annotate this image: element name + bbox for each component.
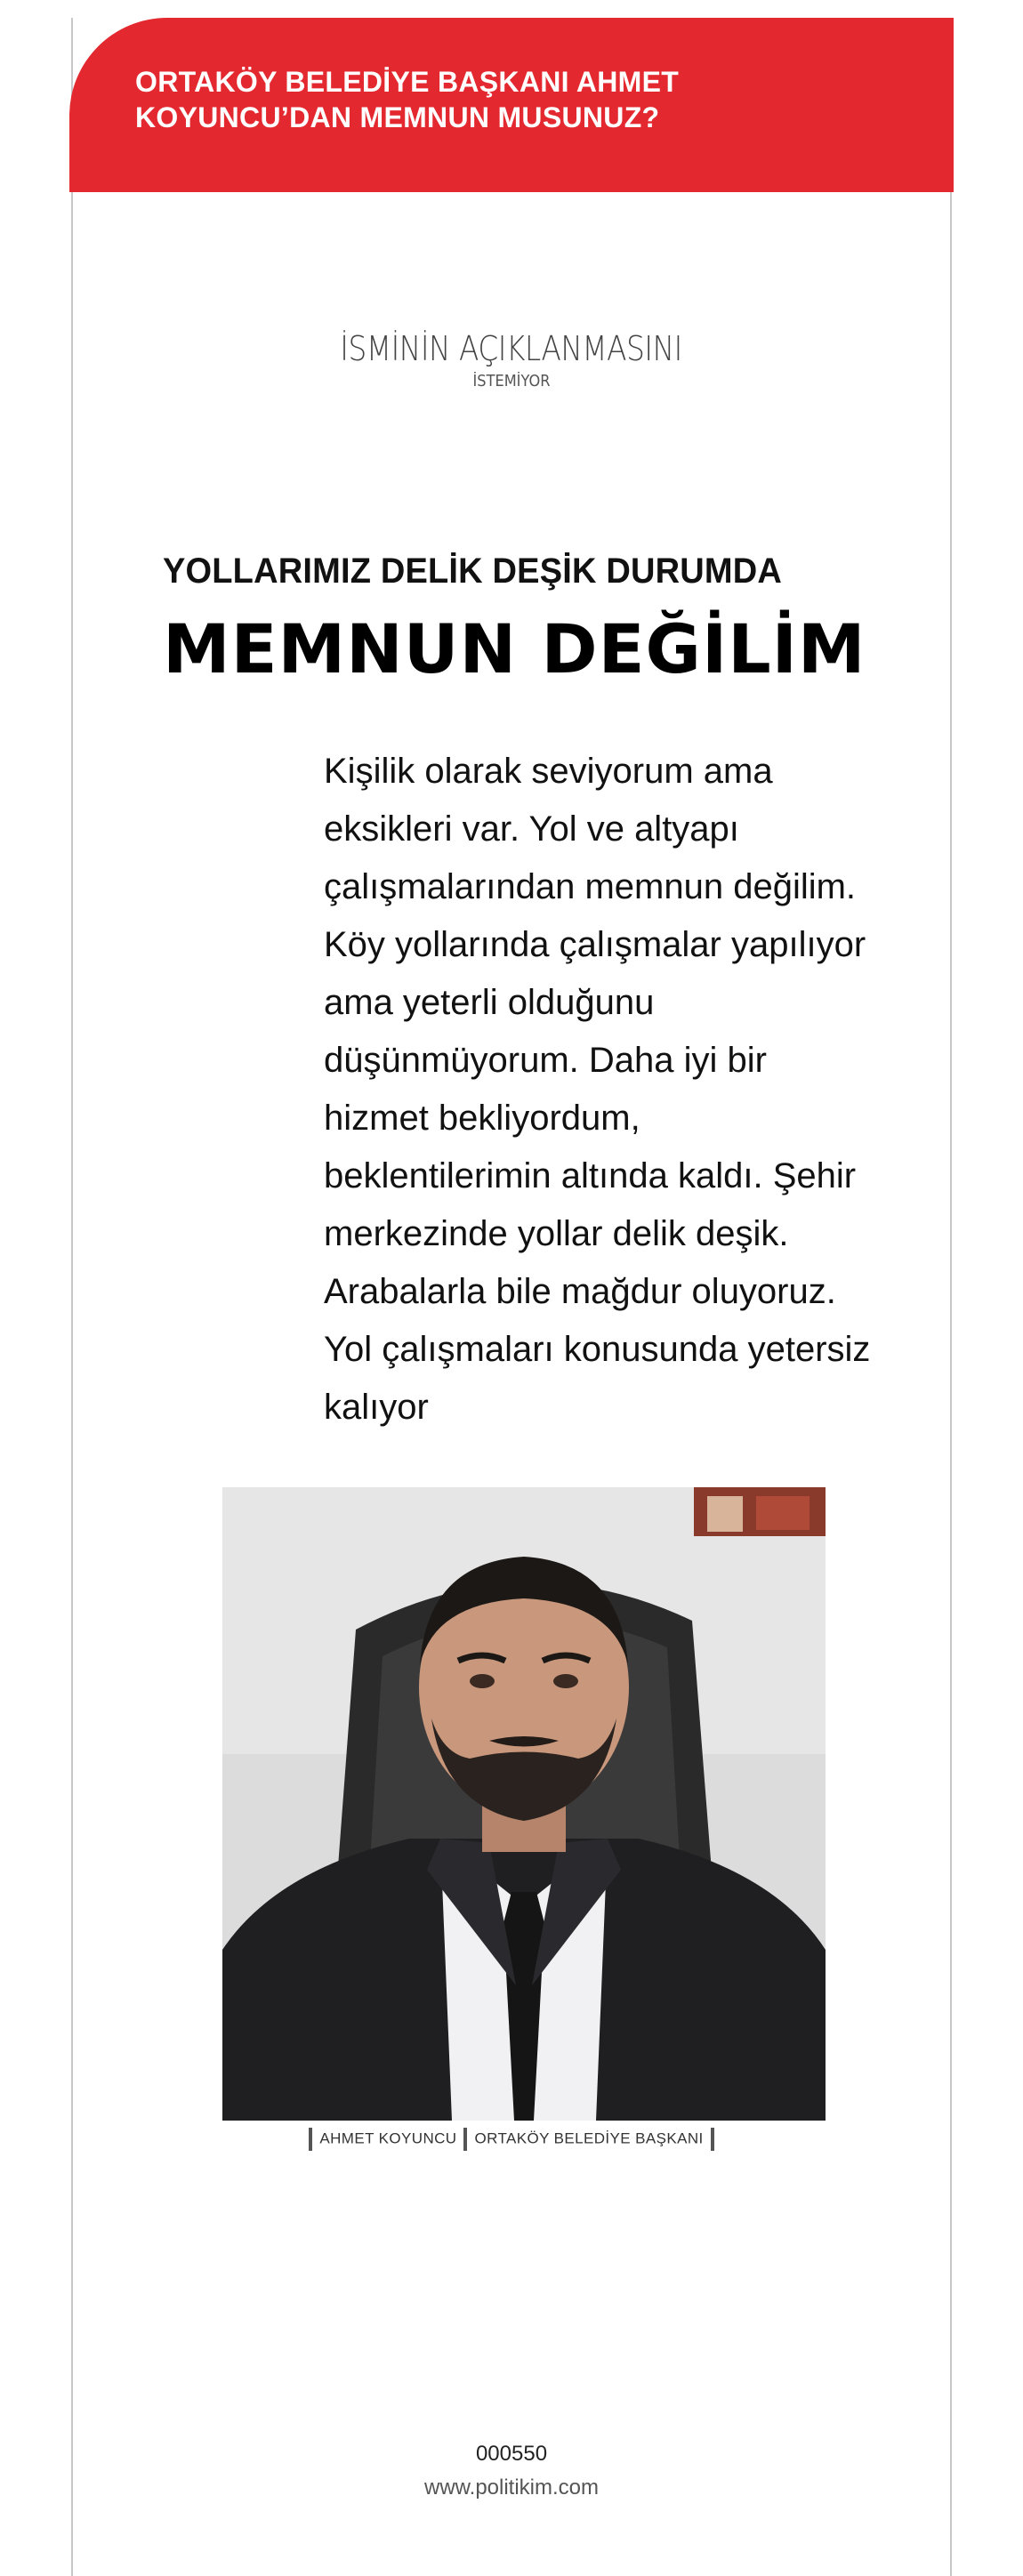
caption-divider — [711, 2128, 714, 2151]
photo-caption — [0, 2128, 1023, 2151]
caption-name: AHMET KOYUNCU — [319, 2129, 457, 2147]
caption-title: ORTAKÖY BELEDİYE BAŞKANI — [474, 2129, 704, 2147]
caption-divider — [463, 2128, 467, 2151]
article-headline: MEMNUN DEĞİLİM — [163, 609, 866, 688]
article-quote: Kişilik olarak seviyorum ama eksikleri var. Yol ve altyapı çalışmalarından memnun değilim. Köy yollarında çalışmalar yapılıyor ama yeterli olduğunu düşünmüyorum. Daha iyi bir hizmet bekliyordum, beklentilerimin altında kaldı. Şehir merkezinde yollar delik deşik. Arabalarla bile mağdur oluyoruz. Yol çalışmaları konusunda yetersiz kalıyor — [324, 752, 871, 1427]
portrait-photo — [222, 1487, 826, 2121]
respondent-anonymous-sublabel: İSTEMİYOR — [472, 372, 551, 390]
header-title: ORTAKÖY BELEDİYE BAŞKANI AHMET KOYUNCU’DAN MEMNUN MUSUNUZ? — [135, 66, 680, 133]
respondent-block — [0, 329, 1023, 390]
footer-code: 000550 — [475, 2442, 548, 2466]
caption-divider — [309, 2128, 312, 2151]
portrait-illustration — [222, 1487, 826, 2121]
article-kicker: YOLLARIMIZ DELİK DEŞİK DURUMDA — [163, 551, 783, 591]
header-banner — [69, 18, 954, 192]
footer-website-link[interactable]: www.politikim.com — [423, 2475, 600, 2500]
respondent-anonymous-label: İSMİNİN AÇIKLANMASINI — [340, 329, 683, 368]
